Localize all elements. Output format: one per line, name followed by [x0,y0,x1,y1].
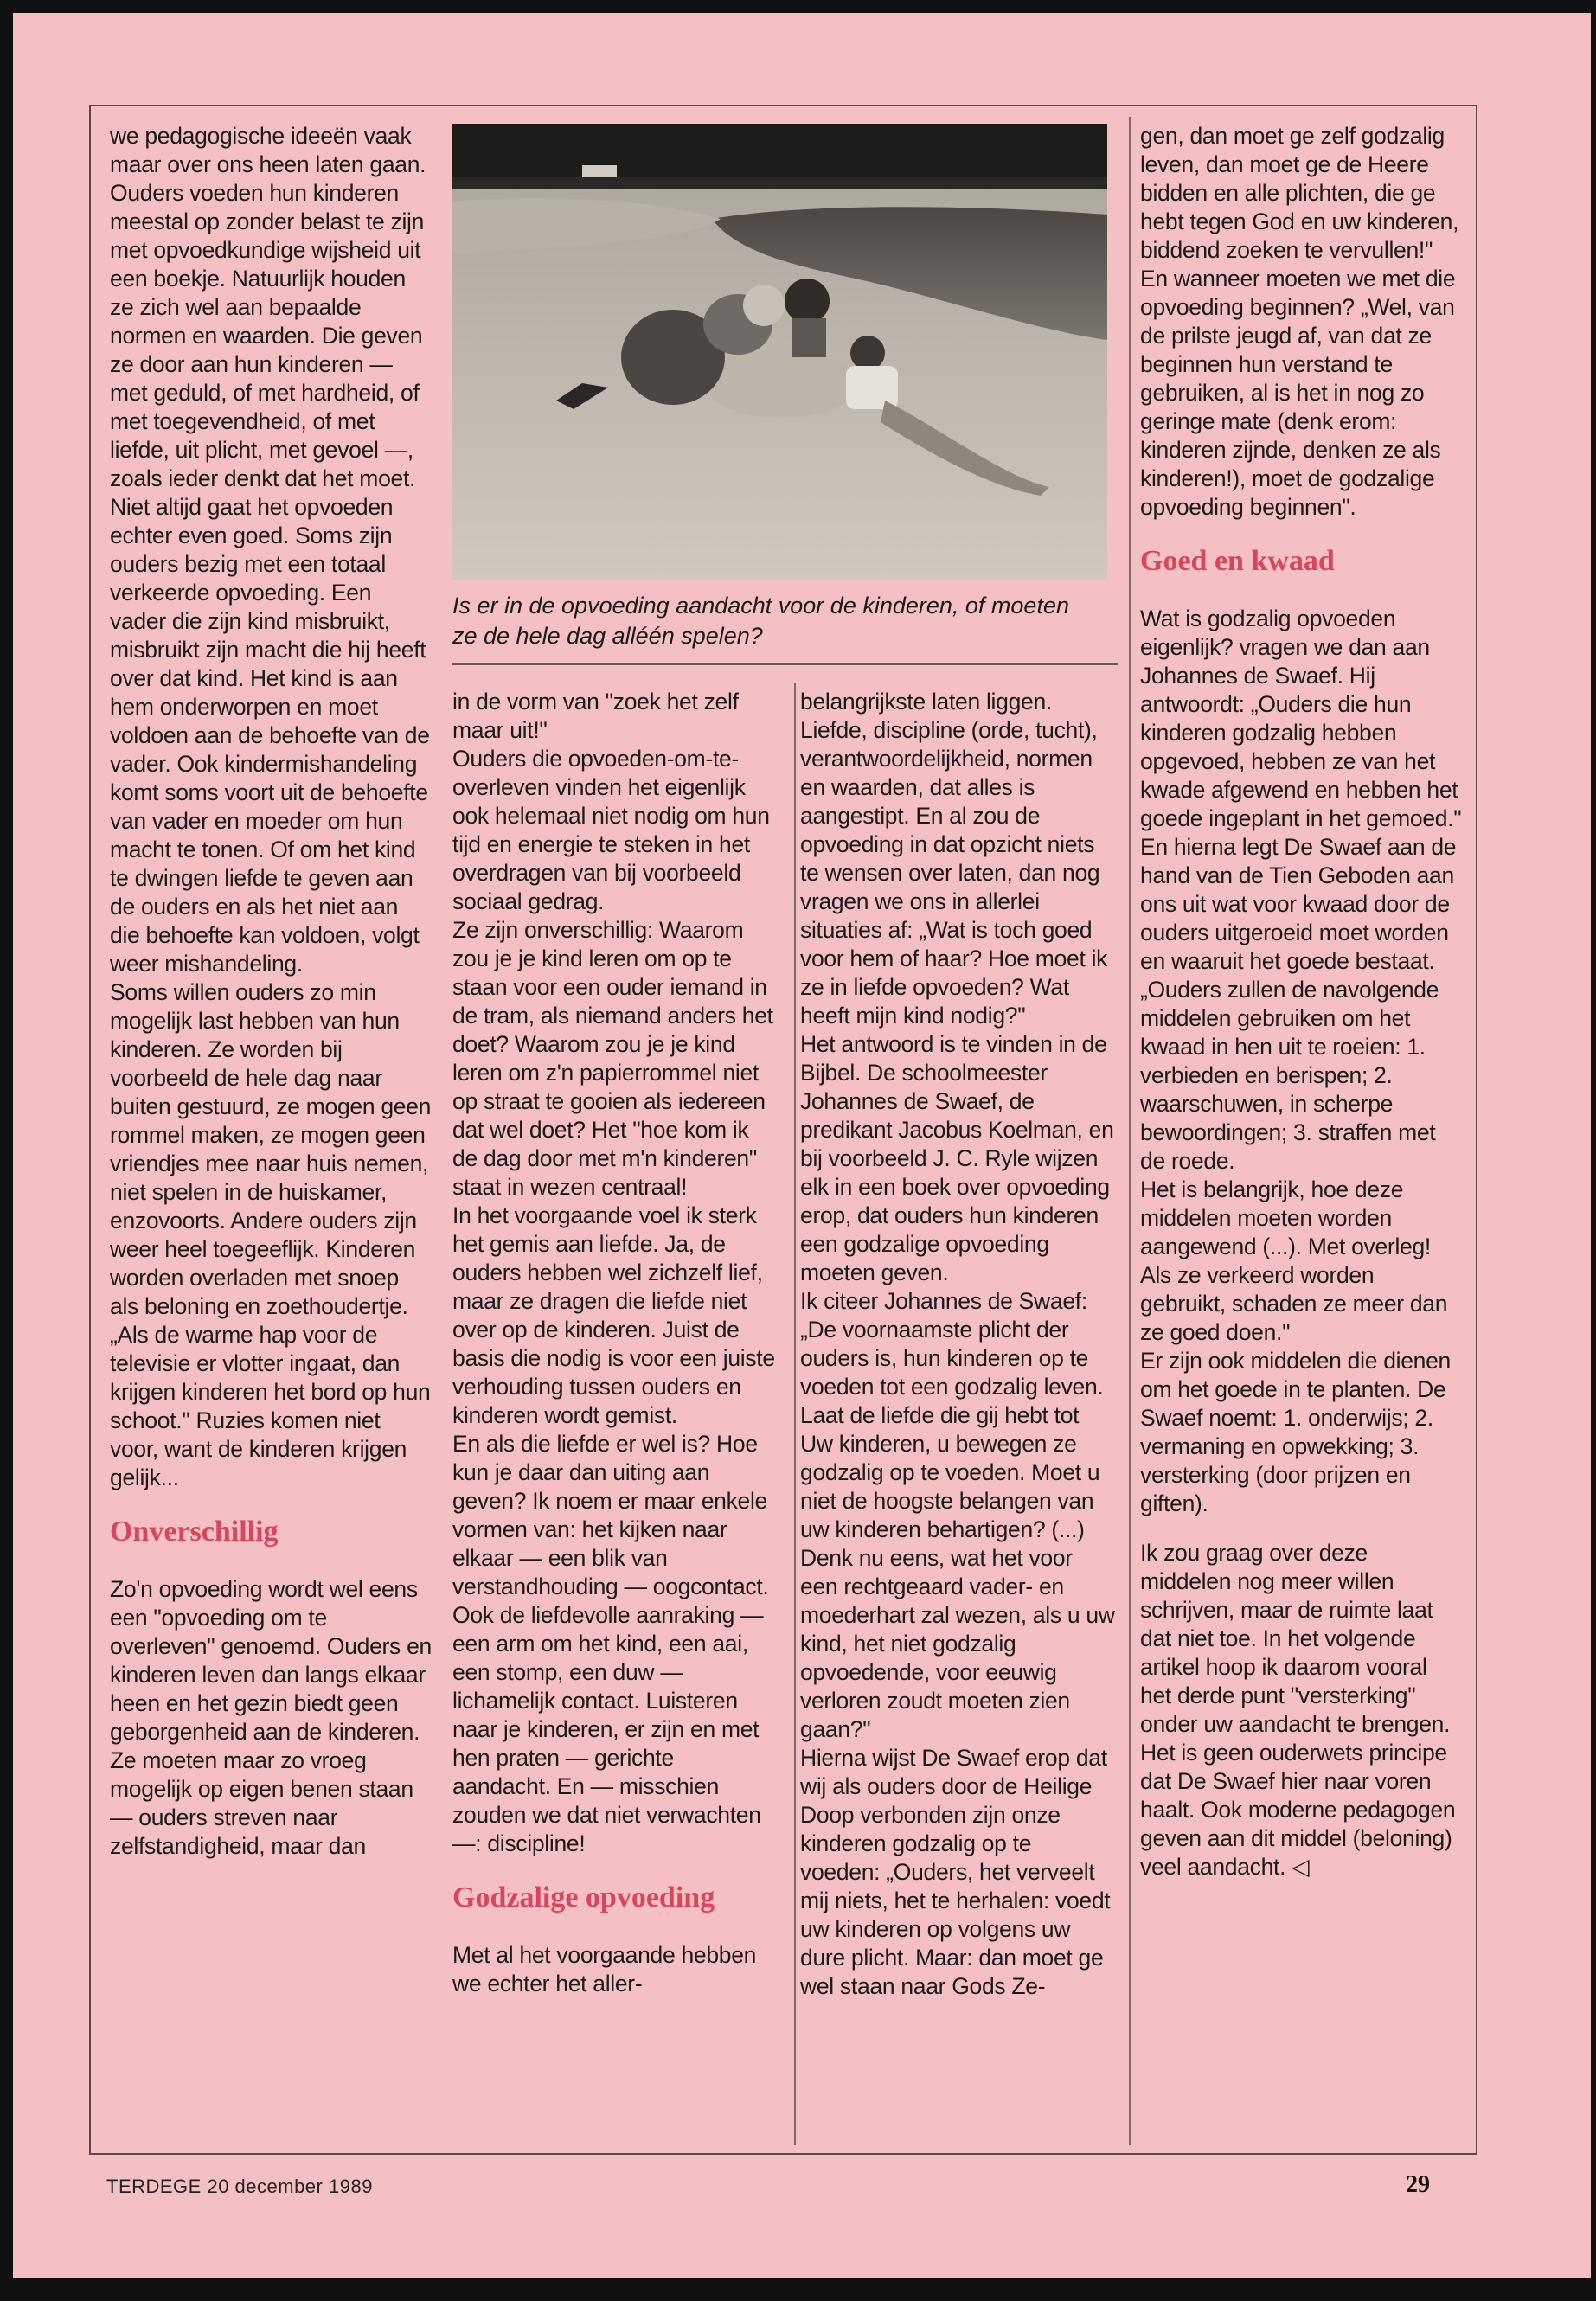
paragraph: Het antwoord is te vinden in de Bijbel. De schoolmeester Johannes de Swaef, de predikant Jacobus Koelman, en bij voorbeeld J. C. Ryle wijzen elk in een boek over opvoeding erop, dat ouders hun kinderen een godzalige opvoeding moeten geven. [800,1031,1114,1285]
paragraph: we pedagogische ideeën vaak maar over ons heen laten gaan. Ouders voeden hun kinderen meestal op zonder belast te zijn met opvoedkundige wijsheid uit een boekje. Natuurlijk houden ze zich wel aan bepaalde normen en waarden. Die geven ze door aan hun kinderen — met geduld, of met hardheid, of met toegevendheid, of met liefde, uit plicht, met gevoel —, zoals ieder denkt dat het moet. [110,123,426,491]
paragraph: Ouders die opvoeden-om-te-overleven vinden het eigenlijk ook helemaal niet nodig om hun tijd en energie te steken in het overdragen van bij voorbeeld sociaal gedrag. [452,746,770,914]
beach-photo-illustration [452,124,1107,580]
paragraph: belangrijkste laten liggen. Liefde, discipline (orde, tucht), verantwoordelijkheid, normen en waarden, dat alles is aangestipt. En al zou de opvoeding in dat opzicht niets te wensen over laten, dan nog vragen we ons in allerlei situaties af: „Wat is toch goed voor hem of haar? Hoe moet ik ze in liefde opvoeden? Wat heeft mijn kind nodig?" [800,689,1108,1029]
column-rule [1129,117,1131,2145]
text-column-2 [452,688,777,1998]
article-photo [452,124,1107,580]
paragraph: gen, dan moet ge zelf godzalig leven, dan moet ge de Heere bidden en alle plichten, die ge hebt tegen God en uw kinderen, biddend zoeken te vervullen!" [1140,123,1459,263]
text-column-4 [1140,122,1462,1881]
section-heading-onverschillig: Onverschillig [110,1516,279,1548]
paragraph: Niet altijd gaat het opvoeden echter even goed. Soms zijn ouders bezig met een totaal verkeerde opvoeding. Een vader die zijn kind misbruikt, misbruikt zijn macht die hij heeft over dat kind. Het kind is aan hem onderworpen en moet voldoen aan de behoefte van de vader. Ook kindermishandeling komt soms voort uit de behoefte van vader en moeder om hun macht te tonen. Of om het kind te dwingen liefde te geven aan de ouders en als het niet aan die behoefte kan voldoen, volgt weer mishandeling. [110,494,430,977]
caption-rule [452,663,1118,665]
paragraph: In het voorgaande voel ik sterk het gemis aan liefde. Ja, de ouders hebben wel zichzelf lief, maar ze dragen die liefde niet over op de kinderen. Juist de basis die nodig is voor een juiste verhouding tussen ouders en kinderen wordt gemist. [452,1202,775,1428]
photo-caption: Is er in de opvoeding aandacht voor de kinderen, of moeten ze de hele dag alléén spelen? [452,593,1069,649]
page-number: 29 [1406,2171,1430,2198]
paragraph [1140,1539,1462,1881]
paragraph: Ik citeer Johannes de Swaef: „De voornaamste plicht der ouders is, hun kinderen op te voeden tot een godzalig leven. Laat de liefde die gij hebt tot Uw kinderen, u bewegen ze godzalig op te voeden. Moet u niet de hoogste belangen van uw kinderen behartigen? (...) Denk nu eens, wat het voor een rechtgeaard vader- en moederhart zal wezen, als u uw kind, het niet godzalig opvoedende, voor eeuwig verloren zoudt moeten zien gaan?" [800,1288,1115,1742]
paragraph: Hierna wijst De Swaef erop dat wij als ouders door de Heilige Doop verbonden zijn onze kinderen godzalig op te voeden: „Ouders, het verveelt mij niets, het te herhalen: voedt uw kinderen op volgens uw dure plicht. Maar: dan moet ge wel staan naar Gods Ze- [800,1745,1111,1999]
magazine-page [13,13,1591,2278]
paragraph: Het is belangrijk, hoe deze middelen moeten worden aangewend (...). Met overleg! Als ze verkeerd worden gebruikt, schaden ze meer dan ze goed doen." [1140,1176,1448,1345]
section-heading-goed-en-kwaad: Goed en kwaad [1140,545,1335,577]
paragraph: in de vorm van "zoek het zelf maar uit!" [452,689,739,743]
text-column-1 [110,122,432,1861]
paragraph: Soms willen ouders zo min mogelijk last hebben van hun kinderen. Ze worden bij voorbeeld de hele dag naar buiten gestuurd, ze mogen geen rommel maken, ze mogen geen vriendjes mee naar huis nemen, niet spelen in de huiskamer, enzovoorts. Andere ouders zijn weer heel toegeeflijk. Kinderen worden overladen met snoep als beloning en zoethoudertje. „Als de warme hap voor de televisie er vlotter ingaat, dan krijgen kinderen het bord op hun schoot." Ruzies komen niet voor, want de kinderen krijgen gelijk... [110,979,432,1490]
paragraph: Er zijn ook middelen die dienen om het goede in te planten. De Swaef noemt: 1. onderwijs; 2. vermaning en opwekking; 3. versterking (door prijzen en giften). [1140,1348,1451,1516]
text-column-3 [800,688,1116,2001]
paragraph: Ze zijn onverschillig: Waarom zou je je kind leren om op te staan voor een ouder iemand in de tram, als niemand anders het doet? Waarom zou je je kind leren om z'n papierrommel niet op straat te gooien als iedereen dat wel doet? Het "hoe kom ik de dag door met m'n kinderen" staat in wezen centraal! [452,917,773,1200]
end-of-article-mark: ◁ [1292,1854,1310,1880]
section-heading-godzalige-opvoeding: Godzalige opvoeding [452,1881,715,1913]
paragraph: En als die liefde er wel is? Hoe kun je daar dan uiting aan geven? Ik noem er maar enkele vormen van: het kijken naar elkaar — een blik van verstandhouding — oogcontact. Ook de liefdevolle aanraking — een arm om het kind, een aai, een stomp, een duw — lichamelijk contact. Luisteren naar je kinderen, er zijn en met hen praten — gerichte aandacht. En — misschien zouden we dat niet verwachten —: discipline! [452,1431,769,1856]
footer-magazine-issue: TERDEGE 20 december 1989 [106,2176,373,2197]
paragraph: Met al het voorgaande hebben we echter het aller- [452,1942,757,1997]
column-rule [794,683,796,2145]
paragraph: En wanneer moeten we met die opvoeding beginnen? „Wel, van de prilste jeugd af, van dat ze beginnen hun verstand te gebruiken, al is het in nog zo geringe mate (denk erom: kinderen zijnde, denken ze als kinderen!), moet de godzalige opvoeding beginnen". [1140,266,1456,520]
paragraph: Zo'n opvoeding wordt wel eens een "opvoeding om te overleven" genoemd. Ouders en kinderen leven dan langs elkaar heen en het gezin biedt geen geborgenheid aan de kinderen. Ze moeten maar zo vroeg mogelijk op eigen benen staan — ouders streven naar zelfstandigheid, maar dan [110,1576,432,1859]
paragraph-text: Ik zou graag over deze middelen nog meer willen schrijven, maar de ruimte laat dat niet toe. In het volgende artikel hoop ik daarom vooral het derde punt "versterking" onder uw aandacht te brengen. Het is geen ouderwets principe dat De Swaef hier naar voren haalt. Ook moderne pedagogen geven aan dit middel (beloning) veel aandacht. [1140,1540,1456,1880]
paragraph: Wat is godzalig opvoeden eigenlijk? vragen we dan aan Johannes de Swaef. Hij antwoordt: „Ouders die hun kinderen godzalig hebben opgevoed, hebben ze van het kwade afgewend en hebben het goede ingeplant in het gemoed." En hierna legt De Swaef aan de hand van de Tien Geboden aan ons uit wat voor kwaad door de ouders uitgeroeid moet worden en waaruit het goede bestaat. „Ouders zullen de navolgende middelen gebruiken om het kwaad in hen uit te roeien: 1. verbieden en berispen; 2. waarschuwen, in scherpe bewoordingen; 3. straffen met de roede. [1140,606,1462,1174]
